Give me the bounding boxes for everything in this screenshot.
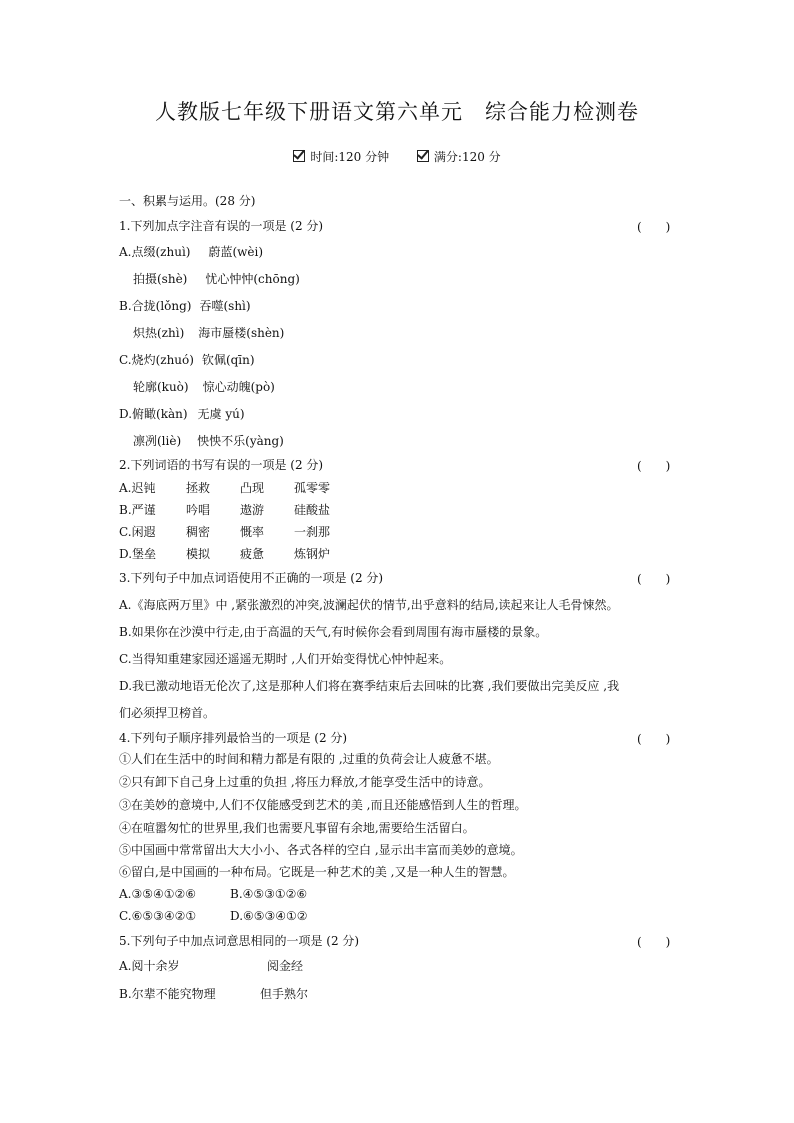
q5-option-a: A.阅十余岁 阅金经 bbox=[119, 959, 304, 973]
q1-stem: 1.下列加点字注音有误的一项是 (2 分) bbox=[119, 219, 324, 233]
q3-option-a: A.《海底两万里》中 ,紧张激烈的冲突,波澜起伏的情节,出乎意料的结局,读起来让人毛骨悚然。 bbox=[119, 598, 619, 612]
q3-option-d-line1: D.我已激动地语无伦次了,这是那种人们将在赛季结束后去回味的比赛 ,我们要做出完美反应 ,我 bbox=[119, 679, 620, 693]
q2-option-c: C.闲遐 稠密 慨率 一刹那 bbox=[119, 525, 331, 539]
q5-answer-blank: ( ) bbox=[637, 935, 671, 949]
q1-answer-blank: ( ) bbox=[637, 220, 671, 234]
score-info: 满分:120 分 bbox=[417, 148, 501, 165]
q5-stem: 5.下列句子中加点词意思相同的一项是 (2 分) bbox=[119, 934, 360, 948]
q2-option-d: D.堡垒 模拟 疲惫 炼钢炉 bbox=[119, 547, 331, 561]
exam-meta bbox=[0, 148, 794, 165]
q4-sentence-1: ①人们在生活中的时间和精力都是有限的 ,过重的负荷会让人疲惫不堪。 bbox=[119, 752, 499, 766]
q3-option-c: C.当得知重建家园还遥遥无期时 ,人们开始变得忧心忡忡起来。 bbox=[119, 652, 452, 666]
q2-option-b: B.严谨 吟唱 遨游 硅酸盐 bbox=[119, 503, 331, 517]
q3-stem: 3.下列句子中加点词语使用不正确的一项是 (2 分) bbox=[119, 571, 384, 585]
q2-answer-blank: ( ) bbox=[637, 459, 671, 473]
section-heading: 一、积累与运用。(28 分) bbox=[119, 194, 256, 208]
q5-option-b: B.尔辈不能究物理 但手熟尔 bbox=[119, 987, 309, 1001]
q3-answer-blank: ( ) bbox=[637, 572, 671, 586]
q4-sentence-6: ⑥留白,是中国画的一种布局。它既是一种艺术的美 ,又是一种人生的智慧。 bbox=[119, 865, 515, 879]
q4-sentence-2: ②只有卸下自己身上过重的负担 ,将压力释放,才能享受生活中的诗意。 bbox=[119, 775, 491, 789]
q4-sentence-4: ④在喧嚣匆忙的世界里,我们也需要凡事留有余地,需要给生活留白。 bbox=[119, 821, 475, 835]
q4-answer-blank: ( ) bbox=[637, 732, 671, 746]
q4-stem: 4.下列句子顺序排列最恰当的一项是 (2 分) bbox=[119, 731, 348, 745]
q4-sentence-3: ③在美妙的意境中,人们不仅能感受到艺术的美 ,而且还能感悟到人生的哲理。 bbox=[119, 798, 527, 812]
q1-option-b-line2: 炽热(zhì) 海市蜃楼(shèn) bbox=[133, 326, 285, 340]
q1-option-d-line2: 凛冽(liè) 怏怏不乐(yàng) bbox=[133, 434, 284, 448]
q1-option-b-line1: B.合拢(lǒng) 吞噬(shì) bbox=[119, 299, 251, 313]
q1-option-a-line1: A.点缀(zhuì) 蔚蓝(wèi) bbox=[119, 245, 264, 259]
q1-option-c-line1: C.烧灼(zhuó) 钦佩(qīn) bbox=[119, 353, 255, 367]
q1-option-a-line2: 拍摄(shè) 忧心忡忡(chōng) bbox=[133, 272, 300, 286]
q1-option-c-line2: 轮廓(kuò) 惊心动魄(pò) bbox=[133, 380, 275, 394]
q3-option-b: B.如果你在沙漠中行走,由于高温的天气,有时候你会看到周围有海市蜃楼的景象。 bbox=[119, 625, 548, 639]
q2-stem: 2.下列词语的书写有误的一项是 (2 分) bbox=[119, 458, 324, 472]
time-info: 时间:120 分钟 bbox=[293, 148, 389, 165]
q3-option-d-line2: 们必须捍卫榜首。 bbox=[119, 706, 216, 720]
q2-option-a: A.迟钝 拯救 凸现 孤零零 bbox=[119, 481, 331, 495]
q1-option-d-line1: D.俯瞰(kàn) 无虞 yú) bbox=[119, 407, 245, 421]
q4-options-cd: C.⑥⑤③④②① D.⑥⑤③④①② bbox=[119, 909, 308, 923]
page-title: 人教版七年级下册语文第六单元 综合能力检测卷 bbox=[155, 100, 639, 124]
q4-options-ab: A.③⑤④①②⑥ B.④⑤③①②⑥ bbox=[119, 887, 308, 901]
checkbox-icon bbox=[293, 150, 305, 162]
q4-sentence-5: ⑤中国画中常常留出大大小小、各式各样的空白 ,显示出丰富而美妙的意境。 bbox=[119, 843, 523, 857]
checkbox-icon bbox=[417, 150, 429, 162]
